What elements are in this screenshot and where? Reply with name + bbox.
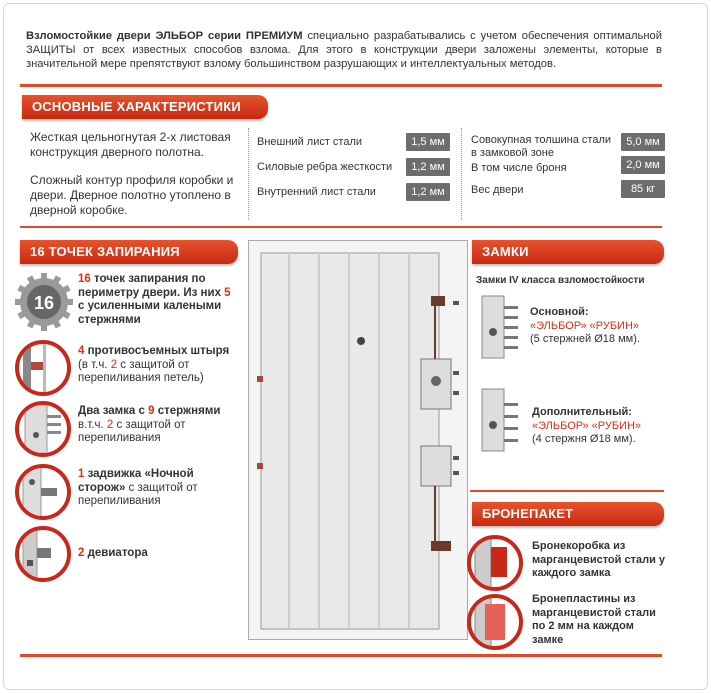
locks-caption: Замки IV класса взломостойкости bbox=[476, 275, 645, 286]
spec-value-ribs: 1,2 мм bbox=[406, 158, 450, 176]
section-header-characteristics: ОСНОВНЫЕ ХАРАКТЕРИСТИКИ bbox=[22, 95, 268, 119]
extra-lock-text: Дополнительный: «ЭЛЬБОР» «РУБИН» (4 стержня Ø18 мм). bbox=[532, 406, 642, 445]
extra-lock-icon bbox=[478, 385, 522, 455]
armor-plate-icon bbox=[467, 594, 523, 650]
point-item-2: 4 противосъемных штыря (в т.ч. 2 с защитой от перепиливания петель) bbox=[78, 345, 230, 384]
night-latch-icon bbox=[15, 464, 71, 520]
spec-label-armor: В том числе броня bbox=[471, 162, 567, 174]
section-header-points: 16 ТОЧЕК ЗАПИРАНИЯ bbox=[20, 240, 238, 264]
deviator-icon bbox=[15, 526, 71, 582]
spec-value-outer: 1,5 мм bbox=[406, 133, 450, 151]
intro-paragraph bbox=[26, 29, 662, 71]
point-item-5: 2 девиатора bbox=[78, 547, 148, 559]
intro-lead: Взломостойкие двери ЭЛЬБОР серии ПРЕМИУМ bbox=[26, 30, 303, 42]
divider-locks bbox=[470, 490, 664, 492]
spec-value-total: 5,0 мм bbox=[621, 133, 665, 151]
spec-label-outer: Внешний лист стали bbox=[257, 136, 363, 148]
separator-2 bbox=[461, 128, 462, 220]
door-illustration bbox=[248, 240, 468, 640]
divider-top bbox=[20, 84, 662, 87]
gear-number: 16 bbox=[33, 293, 55, 313]
char-text-1: Жесткая цельногнутая 2-х листовая конструкция дверного полотна. bbox=[30, 130, 231, 159]
armor-item-2: Бронепластины из марганцевистой стали по 2 мм на каждом замке bbox=[532, 593, 656, 646]
separator-1 bbox=[248, 128, 249, 220]
divider-bottom bbox=[20, 654, 662, 657]
spec-value-armor: 2,0 мм bbox=[621, 156, 665, 174]
pins-icon bbox=[15, 340, 71, 396]
section-header-armor: БРОНЕПАКЕТ bbox=[472, 502, 664, 526]
spec-value-weight: 85 кг bbox=[621, 180, 665, 198]
spec-label-total: Совокупная толшина стали в замковой зоне bbox=[471, 134, 612, 159]
main-lock-icon bbox=[478, 292, 522, 362]
intro-body: специально разрабатывались с учетом обеспечения оптимальной ЗАЩИТЫ от всех известных способов взлома. Для этого в конструкции двери заложены элементы, которые в значительной мере препятствуют взлому большинством разрушающих и интеллектуальных методов. bbox=[26, 30, 662, 70]
char-text-2: Сложный контур профиля коробки и двери. Дверное полотно утоплено в дверной коробке. bbox=[30, 173, 234, 217]
locks-9-icon bbox=[15, 401, 71, 457]
divider-mid bbox=[20, 226, 662, 228]
armor-box-icon bbox=[467, 535, 523, 591]
spec-label-inner: Внутренний лист стали bbox=[257, 186, 376, 198]
section-header-locks: ЗАМКИ bbox=[472, 240, 664, 264]
main-lock-text: Основной: «ЭЛЬБОР» «РУБИН» (5 стержней Ø18 мм). bbox=[530, 306, 640, 345]
point-item-4: 1 задвижка «Ночной сторож» с защитой от перепиливания bbox=[78, 468, 198, 507]
spec-label-ribs: Силовые ребра жесткости bbox=[257, 161, 393, 173]
point-item-3: Два замка с 9 стержнями в.т.ч. 2 с защитой от перепиливания bbox=[78, 405, 221, 444]
point-item-1: 16 точек запирания по периметру двери. Из них 5 с усиленными калеными стержнями bbox=[78, 273, 231, 326]
spec-label-weight: Вес двери bbox=[471, 184, 524, 196]
armor-item-1: Бронекоробка из марганцевистой стали у каждого замка bbox=[532, 540, 666, 579]
gear-16-icon bbox=[14, 272, 74, 332]
spec-value-inner: 1,2 мм bbox=[406, 183, 450, 201]
